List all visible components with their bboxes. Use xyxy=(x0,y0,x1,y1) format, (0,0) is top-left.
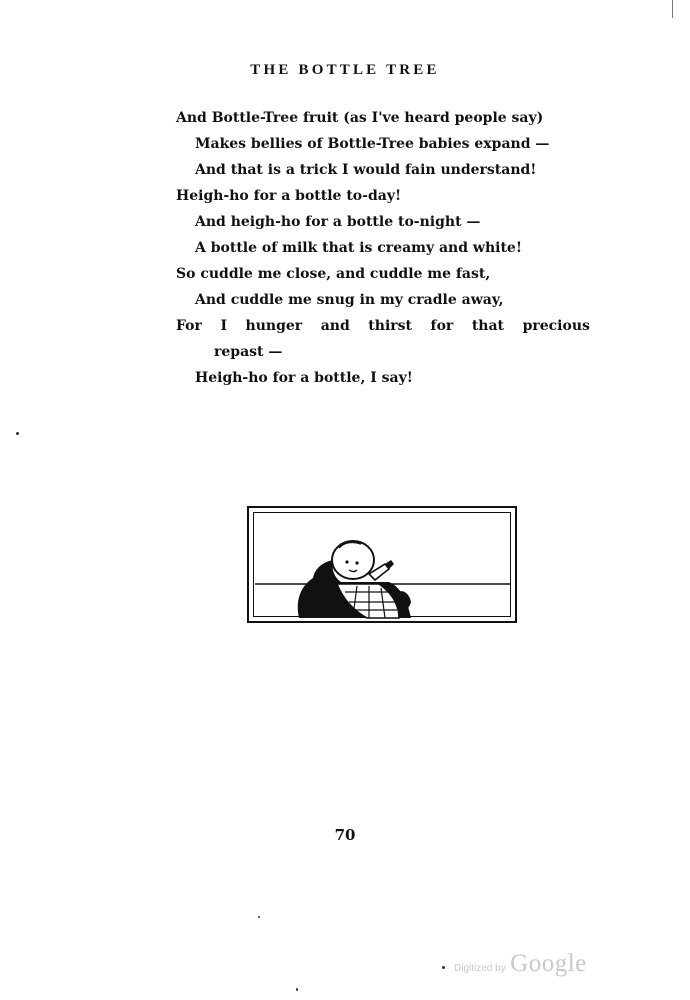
scan-speck xyxy=(296,988,298,991)
poem-line-justified xyxy=(176,313,590,339)
scan-edge-mark xyxy=(672,0,673,18)
poem-line: And that is a trick I would fain understand! xyxy=(195,162,537,178)
poem-line: A bottle of milk that is creamy and white! xyxy=(195,240,522,256)
poem-line: And cuddle me snug in my cradle away, xyxy=(195,292,504,308)
poem-line: Heigh-ho for a bottle, I say! xyxy=(195,370,413,386)
poem-word: precious xyxy=(522,318,590,334)
poem-word: For xyxy=(176,318,202,334)
poem-word: thirst xyxy=(368,318,412,334)
poem-word: I xyxy=(220,318,227,334)
baby-illustration-vignette xyxy=(247,506,517,623)
digitized-watermark xyxy=(454,950,587,978)
poem-line: Makes bellies of Bottle-Tree babies expand — xyxy=(195,136,550,152)
poem-line: And Bottle-Tree fruit (as I've heard people say) xyxy=(176,110,544,126)
scan-speck xyxy=(442,966,445,969)
poem-stanza xyxy=(176,105,606,391)
poem-line: So cuddle me close, and cuddle me fast, xyxy=(176,266,491,282)
poem-word: that xyxy=(471,318,505,334)
scan-speck xyxy=(16,432,19,435)
scan-speck xyxy=(258,916,260,918)
running-head: THE BOTTLE TREE xyxy=(250,62,440,78)
poem-word: hunger xyxy=(245,318,303,334)
watermark-prefix: Digitized by xyxy=(454,963,506,974)
baby-in-cradle-illustration xyxy=(249,508,519,625)
watermark-brand: Google xyxy=(510,950,587,977)
poem-word: and xyxy=(320,318,350,334)
page-number: 70 xyxy=(334,826,356,844)
poem-word: for xyxy=(430,318,454,334)
poem-line: Heigh-ho for a bottle to-day! xyxy=(176,188,402,204)
poem-line: And heigh-ho for a bottle to-night — xyxy=(195,214,481,230)
poem-line-continuation: repast — xyxy=(214,344,283,360)
